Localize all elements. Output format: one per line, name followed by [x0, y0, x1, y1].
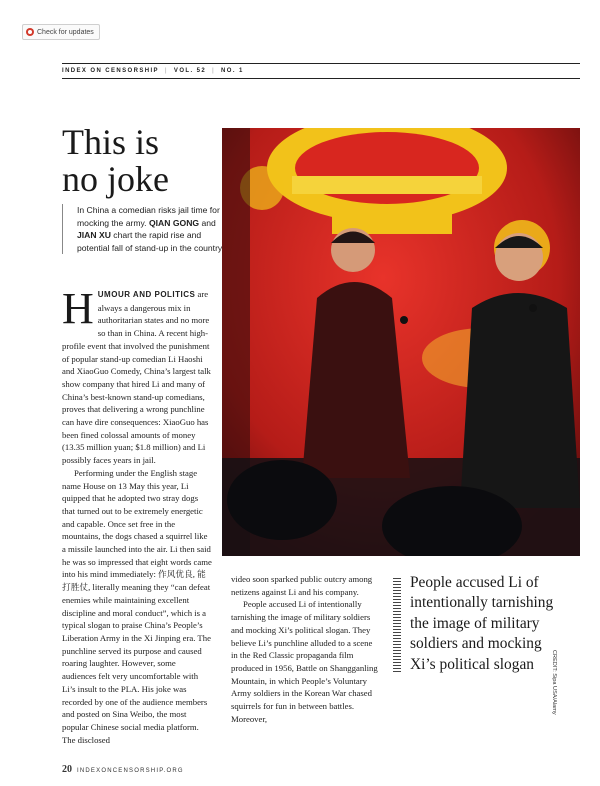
body-column-2 [231, 573, 381, 725]
paragraph-2-continued: video soon sparked public outcry among netizens against Li and his company. [231, 574, 373, 597]
pull-quote: People accused Li of intentionally tarnishing the image of military soldiers and mocking Xi’s political slogan [410, 574, 554, 673]
check-for-updates-badge[interactable] [22, 24, 100, 40]
standfirst [62, 204, 225, 254]
paragraph-1-text: are always a dangerous mix in authoritarian states and no more so than in China. A recent high-profile event that involved the punishment of popular stand-up comedian Li Haoshi and XiaoGuo Comedy, China’s largest talk show company that hired Li and many of China’s best-known stand-up comedians, proves that delivering a wrong punchline can have dire consequences: XiaoGuo has been fined colossal amounts of money (13.35 million yuan; $1.8 million) and Li possibly faces years in jail. [62, 289, 211, 466]
pull-quote-rule [393, 578, 401, 674]
publication-name: INDEX ON CENSORSHIP [62, 68, 159, 74]
header-bottom-rule [62, 78, 580, 79]
comedians-on-stage-image [222, 128, 580, 556]
article-title [62, 124, 169, 198]
page-number: 20 [62, 764, 72, 775]
title-line-2: no joke [62, 159, 169, 199]
footer-site: INDEXONCENSORSHIP.ORG [77, 768, 184, 774]
title-line-1: This is [62, 122, 160, 162]
paragraph-1 [62, 284, 212, 467]
header-top-rule [62, 63, 580, 64]
issue-label: NO. 1 [221, 68, 244, 74]
drop-cap: H [62, 284, 94, 333]
paragraph-2: Performing under the English stage name House on 13 May this year, Li quipped that he adopted two stray dogs that turned out to be extremely energetic and capable. Once set free in the mountains, the dogs chased a squirrel like a missile launched into the air. Li then said he was so impressed that eight words came into his mind immediately: 作风优良, 能打胜仗, literally meaning they “can defeat enemies while maintaining excellent discipline and moral conduct”, which is a typical slogan to praise China’s People’s Liberation Army in the Xi Jinping era. The punchline served its purpose and caused roaring laughter. However, some audiences felt very uncomfortable with Li’s insult to the PLA. His joke was recorded by one of the audience members and posted on Sina Weibo, the most popular Chinese social media platform. The disclosed [62, 467, 212, 745]
crossmark-icon [26, 28, 34, 36]
paragraph-3: People accused Li of intentionally tarnishing the image of military soldiers and mocking Xi’s political slogan. They believe Li’s punchline alluded to a scene in the Red Classic propaganda film produced in 1956, Battle on Shangganling Mountain, in which People’s Voluntary Army soldiers in the Korean War chased squirrels for fun in between battles. Moreover, [231, 599, 378, 724]
author-2: JIAN XU [77, 230, 111, 240]
running-header [62, 68, 244, 74]
header-separator: | [164, 68, 168, 74]
volume-label: VOL. 52 [173, 68, 207, 74]
page-footer [62, 764, 184, 775]
standfirst-tail: chart the rapid rise and potential fall of stand-up in the country [77, 230, 223, 253]
header-separator: | [212, 68, 216, 74]
lead-in-caps: UMOUR AND POLITICS [97, 290, 196, 299]
author-1: QIAN GONG [148, 217, 200, 228]
photo-credit: CREDIT: Sipa USA/Alamy [551, 650, 557, 715]
body-column-1 [62, 284, 212, 746]
standfirst-intro: In China a comedian risks jail time for mocking the army. [77, 205, 220, 228]
badge-label: Check for updates [37, 28, 94, 36]
article-photo [222, 128, 580, 556]
author-joiner: and [199, 217, 216, 228]
